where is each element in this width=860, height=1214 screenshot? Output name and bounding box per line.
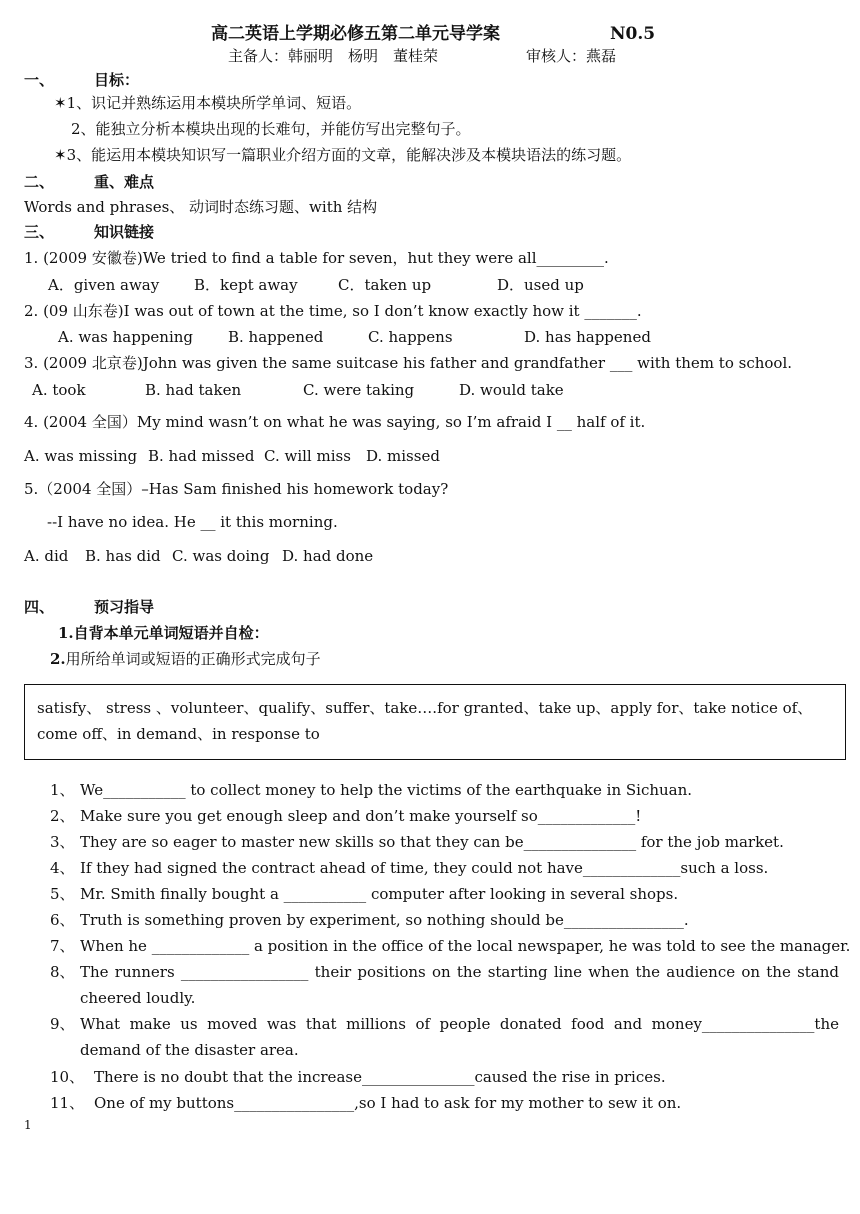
sentence-5: 5、 Mr. Smith finally bought a ___________ computer after looking in several shops. <box>50 885 679 903</box>
option: B．kept away <box>194 276 298 294</box>
reviewer: 审核人：燕磊 <box>526 47 617 65</box>
option: C．taken up <box>338 276 432 294</box>
question-5-stem: 5.（2004 全国）–Has Sam finished his homework today? <box>24 480 449 498</box>
option: C. will miss <box>264 447 351 465</box>
question-1-stem: 1. (2009 安徽卷)We tried to find a table for seven，hut they were all_________. <box>24 249 609 267</box>
option: D. would take <box>459 381 564 399</box>
option: C. was doing <box>172 547 270 565</box>
question-2-stem: 2. (09 山东卷)I was out of town at the time, so I don’t know exactly how it _______. <box>24 302 642 320</box>
question-4-options <box>24 446 440 466</box>
question-3-stem: 3. (2009 北京卷)John was given the same suitcase his father and grandfather ___ with them to school. <box>24 354 793 372</box>
sentence-11: 11、 One of my buttons________________,so I had to ask for my mother to sew it on. <box>50 1094 682 1112</box>
section1-label: 一、 <box>24 71 55 89</box>
sentence-6: 6、 Truth is something proven by experiment, so nothing should be________________. <box>50 911 689 929</box>
option: A．given away <box>48 276 160 294</box>
section2-title: 重、难点 <box>94 173 155 191</box>
option: A. was happening <box>58 328 194 346</box>
section3-title: 知识链接 <box>94 223 155 241</box>
option: B. had missed <box>148 447 255 465</box>
option: D. had done <box>282 547 374 565</box>
sentence-8-text: The runners _________________ their positions on the starting line when the audience on the stand cheered loudly. <box>80 963 839 1007</box>
question-1-options <box>48 275 584 295</box>
option: D. has happened <box>524 328 651 346</box>
word-list: satisfy、 stress 、volunteer、qualify、suffer、take….for granted、take up、apply for、take notice of、come off、in demand、in response to <box>37 699 813 743</box>
goal-item-1: ✶1、识记并熟练运用本模块所学单词、短语。 <box>54 94 362 112</box>
section1-title: 目标： <box>94 71 140 89</box>
option: B. has did <box>85 547 161 565</box>
section4-label: 四、 <box>24 598 55 616</box>
preview-step-2: 2.用所给单词或短语的正确形式完成句子 <box>50 650 321 668</box>
goal-item-3: ✶3、能运用本模块知识写一篇职业介绍方面的文章，能解决涉及本模块语法的练习题。 <box>54 146 632 164</box>
question-2-options <box>58 327 651 347</box>
word-box <box>24 684 846 760</box>
preview-step-1: 1.自背本单元单词短语并自检： <box>58 624 269 642</box>
option: C. were taking <box>303 381 415 399</box>
doc-number: N0.5 <box>610 24 656 44</box>
key-points: Words and phrases、 动词时态练习题、with 结构 <box>24 198 378 216</box>
question-5-stem-2: --I have no idea. He __ it this morning. <box>47 513 338 531</box>
page-number: 1 <box>24 1118 32 1132</box>
sentence-3: 3、 They are so eager to master new skills so that they can be_______________ for the job market. <box>50 833 784 851</box>
sentence-4: 4、 If they had signed the contract ahead of time, they could not have_____________such a loss. <box>50 859 769 877</box>
question-3-options <box>32 380 564 400</box>
section4-title: 预习指导 <box>94 598 155 616</box>
sentence-8-num: 8、 <box>50 963 75 981</box>
sentence-1: 1、 We___________ to collect money to help the victims of the earthquake in Sichuan. <box>50 781 693 799</box>
option: C. happens <box>368 328 453 346</box>
page-title: 高二英语上学期必修五第二单元导学案 <box>211 24 500 44</box>
sentence-2: 2、 Make sure you get enough sleep and don’t make yourself so_____________! <box>50 807 642 825</box>
preparers: 主备人：韩丽明 杨明 董桂荣 <box>228 47 439 65</box>
option: A. did <box>24 547 69 565</box>
question-4-stem: 4. (2004 全国）My mind wasn’t on what he was saying, so I’m afraid I __ half of it. <box>24 413 646 431</box>
goal-item-2: 2、能独立分析本模块出现的长难句，并能仿写出完整句子。 <box>71 120 471 138</box>
option: B. had taken <box>145 381 242 399</box>
sentence-9-num: 9、 <box>50 1015 75 1033</box>
option: A. took <box>32 381 86 399</box>
section3-label: 三、 <box>24 223 55 241</box>
sentence-9-text: What make us moved was that millions of people donated food and money_______________the demand of the disaster area. <box>80 1015 839 1059</box>
question-5-options <box>24 546 373 566</box>
section2-label: 二、 <box>24 173 55 191</box>
option: D. missed <box>366 447 440 465</box>
option: A. was missing <box>24 447 138 465</box>
sentence-7: 7、 When he _____________ a position in the office of the local newspaper, he was told to see the manager. <box>50 937 851 955</box>
option: B. happened <box>228 328 324 346</box>
sentence-10: 10、 There is no doubt that the increase_______________caused the rise in prices. <box>50 1068 666 1086</box>
option: D．used up <box>497 276 584 294</box>
